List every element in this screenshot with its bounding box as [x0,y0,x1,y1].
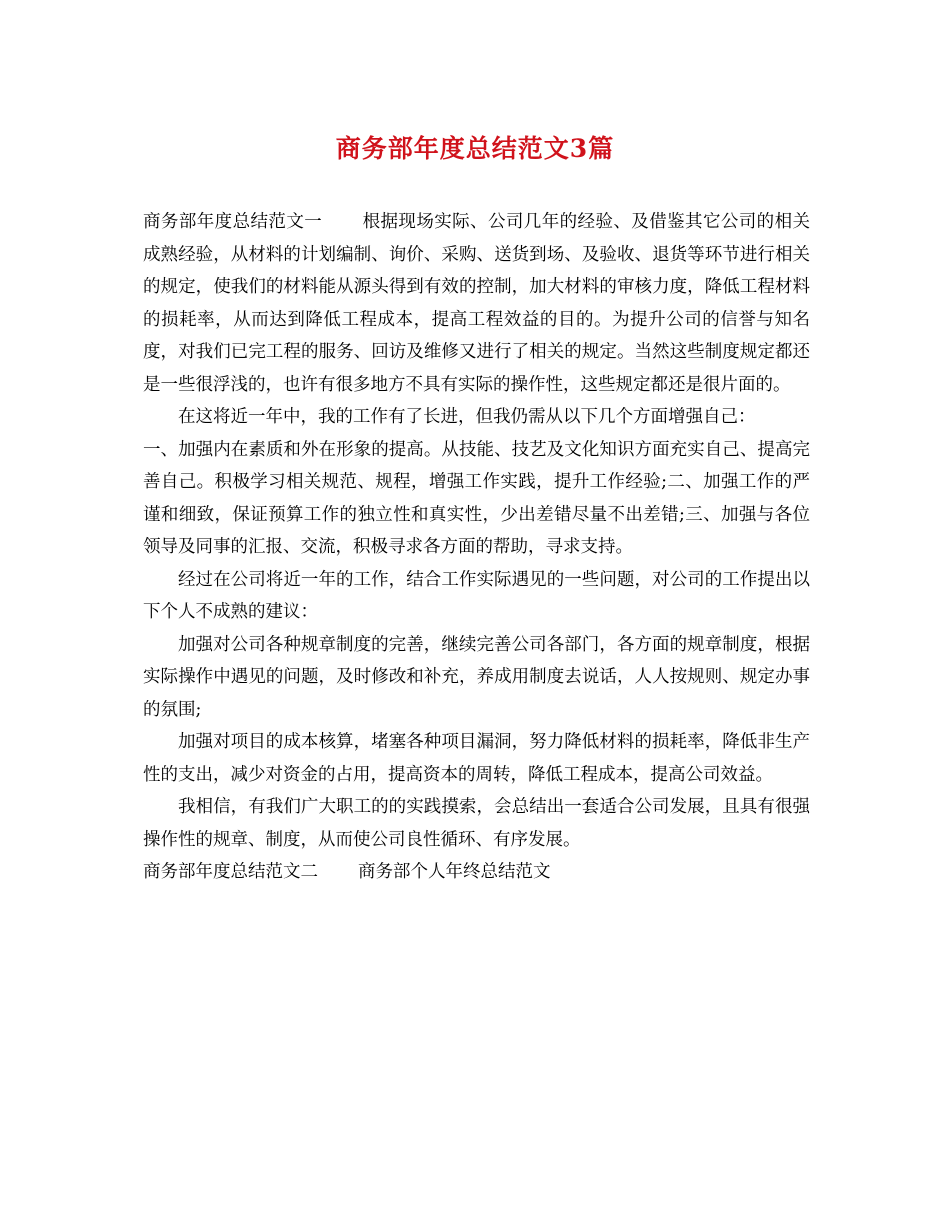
paragraph-suggestion-cost: 加强对项目的成本核算，堵塞各种项目漏洞，努力降低材料的损耗率，降低非生产性的支出，减少对资金的占用，提高资本的周转，降低工程成本，提高公司效益。 [143,732,810,785]
section-2-paragraph [143,856,810,889]
section-2-heading: 商务部年度总结范文二 [143,862,318,882]
section-1-heading: 商务部年度总结范文一 [143,212,323,232]
section-1-text: 根据现场实际、公司几年的经验、及借鉴其它公司的相关成熟经验，从材料的计划编制、询价、采购、送货到场、及验收、退货等环节进行相关的规定，使我们的材料能从源头得到有效的控制，加大材料的审核力度，降低工程材料的损耗率，从而达到降低工程成本，提高工程效益的目的。为提升公司的信誉与知名度，对我们已完工程的服务、回访及维修又进行了相关的规定。当然这些制度规定都还是一些很浮浅的，也许有很多地方不具有实际的操作性，这些规定都还是很片面的。 [143,212,811,395]
paragraph-improvement-intro: 在这将近一年中，我的工作有了长进，但我仍需从以下几个方面增强自己： [178,407,756,427]
paragraph-suggestions-intro: 经过在公司将近一年的工作，结合工作实际遇见的一些问题，对公司的工作提出以下个人不成熟的建议： [143,569,810,622]
paragraph-suggestion-rules: 加强对公司各种规章制度的完善，继续完善公司各部门，各方面的规章制度，根据实际操作中遇见的问题，及时修改和补充，养成用制度去说话，人人按规则、规定办事的氛围; [143,634,810,720]
section-1-paragraph [143,206,810,401]
section-2-text: 商务部个人年终总结范文 [358,862,551,882]
document-title: 商务部年度总结范文3篇 [335,134,615,163]
document-body [143,206,810,889]
paragraph-improvement-list: 一、加强内在素质和外在形象的提高。从技能、技艺及文化知识方面充实自己、提高完善自己。积极学习相关规范、规程，增强工作实践，提升工作经验;二、加强工作的严谨和细致，保证预算工作的独立性和真实性，少出差错尽量不出差错;三、加强与各位领导及同事的汇报、交流，积极寻求各方面的帮助，寻求支持。 [143,439,810,557]
paragraph-closing: 我相信，有我们广大职工的的实践摸索，会总结出一套适合公司发展，且具有很强操作性的规章、制度，从而使公司良性循环、有序发展。 [143,797,810,850]
